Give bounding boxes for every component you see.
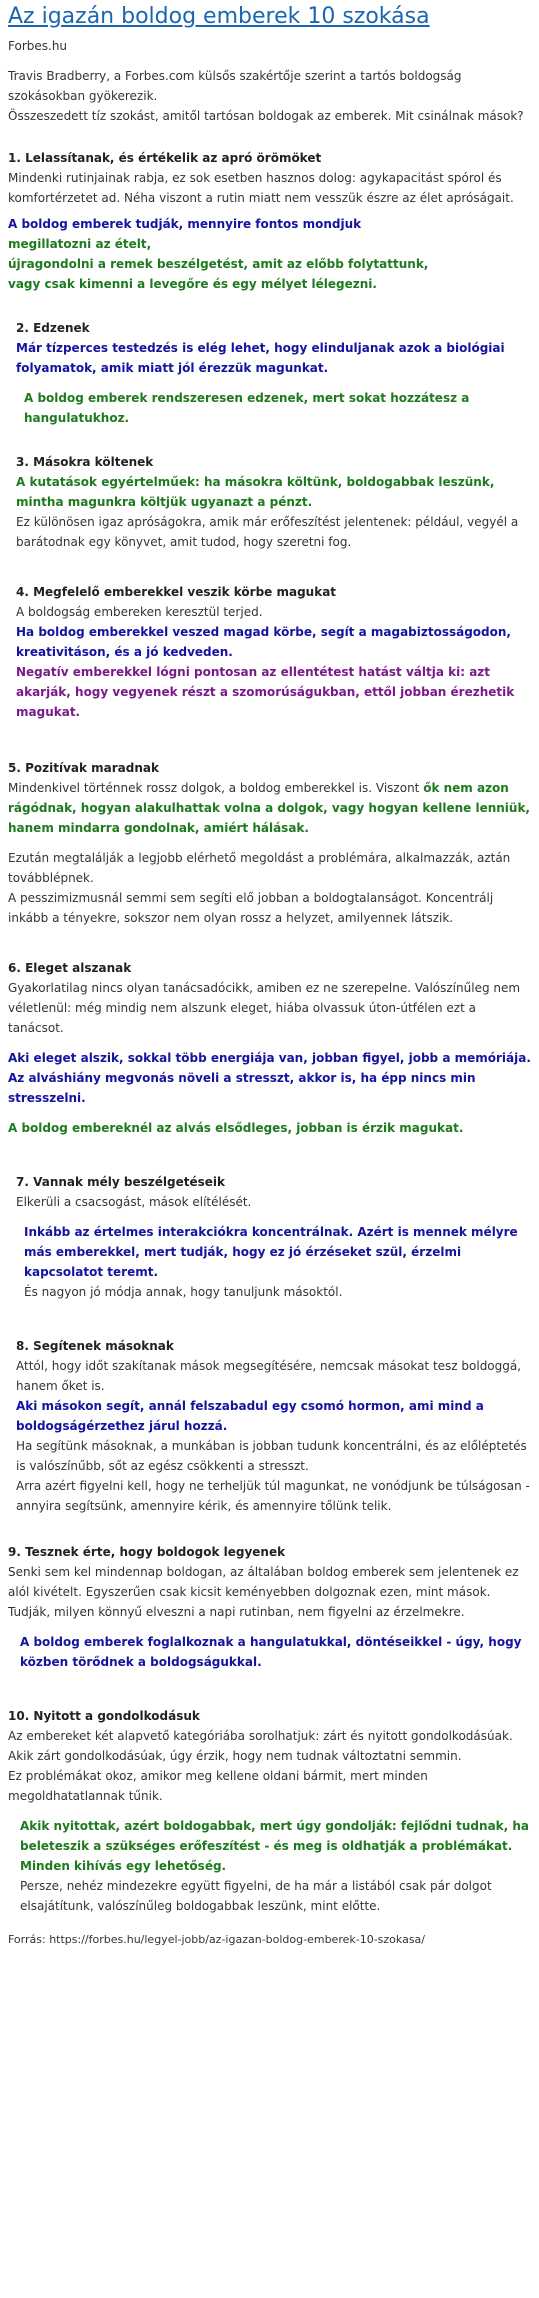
paragraph: A boldogság embereken keresztül terjed.	[16, 605, 263, 619]
source-label: Forbes.hu	[8, 39, 68, 53]
section-title: 1. Lelassítanak, és értékelik az apró örömöket	[8, 151, 322, 165]
highlight-purple: Negatív emberekkel lógni pontosan az ellentétest hatást váltja ki: azt akarják, hogy vegyenek részt a szomorúságukban, ettől jobban érezhetik magukat.	[16, 665, 515, 719]
highlight-green: vagy csak kimenni a levegőre és egy mélyet lélegezni.	[8, 277, 377, 291]
section-7	[8, 1172, 531, 1302]
intro-line-2: Összeszedett tíz szokást, amitől tartósan boldogak az emberek. Mit csinálnak mások?	[8, 109, 524, 123]
highlight-blue: Aki eleget alszik, sokkal több energiája van, jobban figyel, jobb a memóriája.	[8, 1051, 531, 1065]
intro-line-1: Travis Bradberry, a Forbes.com külsős szakértője szerint a tartós boldogság szokásokban gyökerezik.	[8, 69, 462, 103]
section-3	[8, 452, 531, 552]
highlight-blue: Inkább az értelmes interakciókra koncentrálnak. Azért is mennek mélyre más emberekkel, mert tudják, hogy ez jó érzéseket szül, érzelmi kapcsolatot teremt.	[24, 1225, 518, 1279]
section-10	[8, 1706, 531, 1916]
section-2	[8, 318, 531, 428]
highlight-green: A boldog emberek rendszeresen edzenek, mert sokat hozzátesz a hangulatukhoz.	[24, 391, 470, 425]
paragraph: Mindenki rutinjainak rabja, ez sok esetben hasznos dolog: agykapacitást spórol és komfortérzetet ad. Néha viszont a rutin miatt nem vesszük észre az élet apróságait.	[8, 171, 514, 205]
paragraph: Ezután megtalálják a legjobb elérhető megoldást a problémára, alkalmazzák, aztán továbblépnek.	[8, 851, 511, 885]
highlight-blue: Ha boldog emberekkel veszed magad körbe, segít a magabiztosságodon, kreativitáson, és a jó kedveden.	[16, 625, 511, 659]
highlight-green: A kutatások egyértelműek: ha másokra költünk, boldogabbak leszünk, mintha magunkra költjük ugyanazt a pénzt.	[16, 475, 495, 509]
highlight-blue: Aki másokon segít, annál felszabadul egy csomó hormon, ami mind a boldogságérzethez járul hozzá.	[16, 1399, 484, 1433]
paragraph-text: Mindenkivel történnek rossz dolgok, a boldog emberekkel is. Viszont	[8, 781, 424, 795]
highlight-blue: A boldog emberek tudják, mennyire fontos mondjuk	[8, 217, 362, 231]
highlight-blue: A boldog emberek foglalkoznak a hangulatukkal, döntéseikkel - úgy, hogy közben törődnek a boldogságukkal.	[20, 1635, 522, 1669]
section-title: 4. Megfelelő emberekkel veszik körbe magukat	[16, 585, 337, 599]
section-4	[8, 582, 531, 722]
section-title: 8. Segítenek másoknak	[16, 1339, 174, 1353]
paragraph: Ha segítünk másoknak, a munkában is jobban tudunk koncentrálni, és az előléptetés is valószínűbb, sőt az egész csökkenti a stresszt.	[16, 1439, 527, 1473]
paragraph	[8, 778, 531, 838]
section-6	[8, 958, 531, 1138]
highlight-green: megillatozni az ételt,	[8, 237, 152, 251]
section-title: 7. Vannak mély beszélgetéseik	[16, 1175, 225, 1189]
intro	[8, 66, 531, 126]
highlight-green: Akik nyitottak, azért boldogabbak, mert úgy gondolják: fejlődni tudnak, ha beleteszik a szükséges erőfeszítést - és meg is oldhatják a problémákat.	[20, 1819, 530, 1853]
section-title: 5. Pozitívak maradnak	[8, 761, 159, 775]
paragraph: Gyakorlatilag nincs olyan tanácsadócikk, amiben ez ne szerepelne. Valószínűleg nem véletlenül: még mindig nem alszunk eleget, hiába olvassuk úton-útfélen ezt a tanácsot.	[8, 981, 521, 1035]
section-5	[8, 758, 531, 928]
paragraph: Arra azért figyelni kell, hogy ne terheljük túl magunkat, ne vonódjunk be túlságosan - annyira segítsünk, amennyire kérik, és amennyire tőlünk telik.	[16, 1479, 530, 1513]
highlight-green: Minden kihívás egy lehetőség.	[20, 1859, 227, 1873]
paragraph: És nagyon jó módja annak, hogy tanuljunk másoktól.	[24, 1285, 343, 1299]
page-title[interactable]: Az igazán boldog emberek 10 szokása	[8, 4, 430, 29]
section-1	[8, 148, 531, 294]
paragraph: Senki sem kel mindennap boldogan, az általában boldog emberek sem jelentenek ez alól kivételt. Egyszerűen csak kicsit keményebben dolgoznak ezen, mint mások. Tudják, milyen könnyű elveszni a napi rutinban, nem figyelni az érzelmekre.	[8, 1565, 519, 1619]
source-footer: Forrás: https://forbes.hu/legyel-jobb/az-igazan-boldog-emberek-10-szokasa/	[8, 1933, 426, 1946]
section-8	[8, 1336, 531, 1516]
paragraph: Attól, hogy időt szakítanak mások megsegítésére, nemcsak másokat tesz boldoggá, hanem őket is.	[16, 1359, 522, 1393]
highlight-blue: Az alváshiány megvonás növeli a stresszt, akkor is, ha épp nincs min stresszelni.	[8, 1071, 476, 1105]
highlight-green: ők nem azon rágódnak, hogyan alakulhattak volna a dolgok, vagy hogyan kellene lenniük, hanem mindarra gondolnak, amiért hálásak.	[8, 781, 530, 835]
highlight-green: A boldog embereknél az alvás elsődleges, jobban is érzik magukat.	[8, 1121, 464, 1135]
paragraph: Elkerüli a csacsogást, mások elítélését.	[16, 1195, 252, 1209]
highlight-blue: Már tízperces testedzés is elég lehet, hogy elinduljanak azok a biológiai folyamatok, amik miatt jól érezzük magunkat.	[16, 341, 505, 375]
section-title: 6. Eleget alszanak	[8, 961, 132, 975]
paragraph: A pesszimizmusnál semmi sem segíti elő jobban a boldogtalanságot. Koncentrálj inkább a tényekre, sokszor nem olyan rossz a helyzet, amilyennek látszik.	[8, 891, 494, 925]
section-title: 10. Nyitott a gondolkodásuk	[8, 1709, 200, 1723]
section-title: 9. Tesznek érte, hogy boldogok legyenek	[8, 1545, 286, 1559]
paragraph: Ez problémákat okoz, amikor meg kellene oldani bármit, mert minden megoldhatatlannak tűnik.	[8, 1769, 428, 1803]
section-title: 2. Edzenek	[16, 321, 90, 335]
section-9	[8, 1542, 531, 1672]
paragraph: Persze, nehéz mindezekre együtt figyelni, de ha már a listából csak pár dolgot elsajátítunk, valószínűleg boldogabbak leszünk, mint előtte.	[20, 1879, 492, 1913]
paragraph: Az embereket két alapvető kategóriába sorolhatjuk: zárt és nyitott gondolkodásúak. Akik zárt gondolkodásúak, úgy érzik, hogy nem tudnak változtatni semmin.	[8, 1729, 513, 1763]
paragraph: Ez különösen igaz apróságokra, amik már erőfeszítést jelentenek: például, vegyél a barátodnak egy könyvet, amit tudod, hogy szeretni fog.	[16, 515, 519, 549]
section-title: 3. Másokra költenek	[16, 455, 154, 469]
highlight-green: újragondolni a remek beszélgetést, amit az előbb folytattunk,	[8, 257, 429, 271]
